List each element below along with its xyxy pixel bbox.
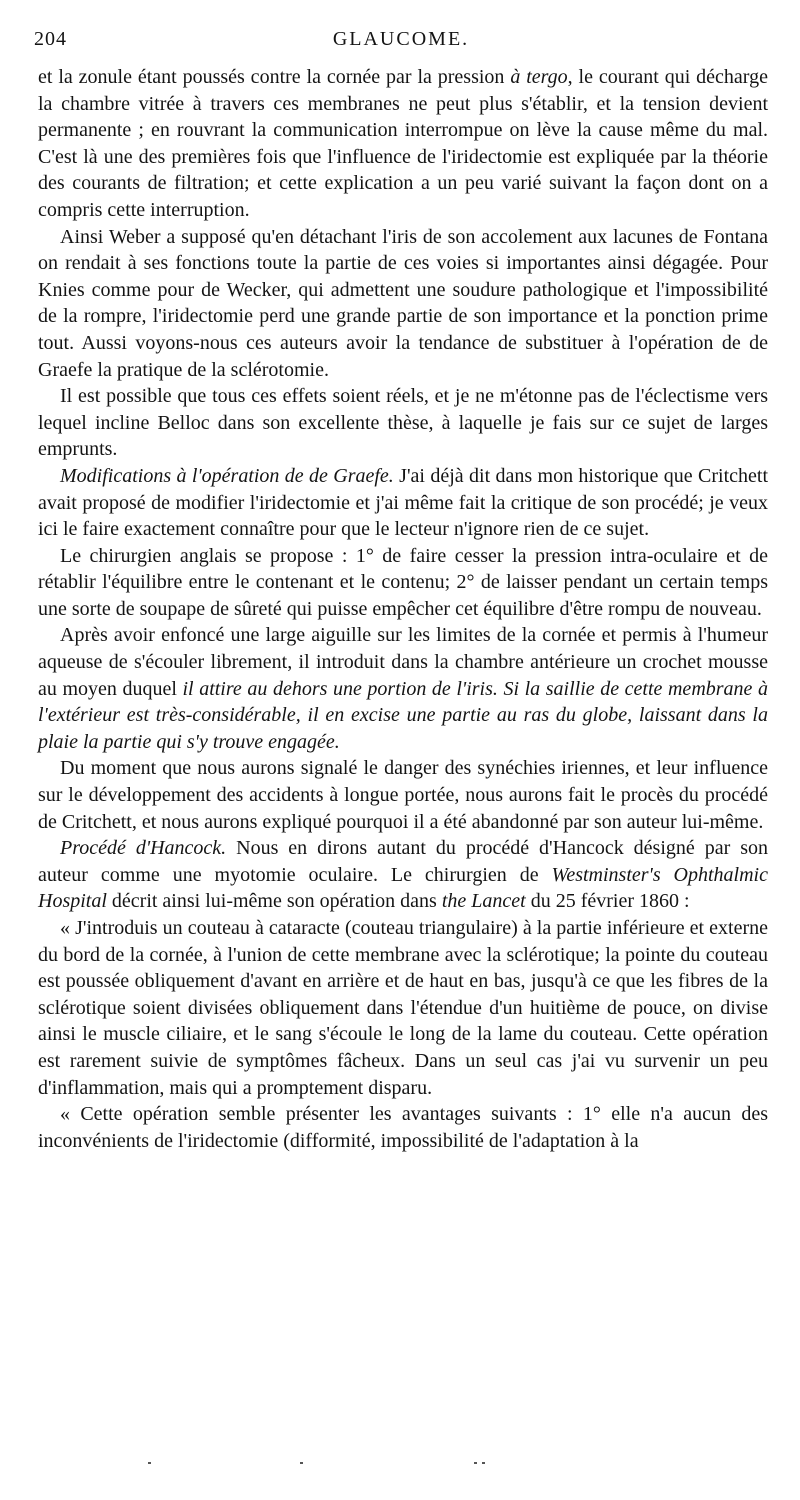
italic-text: the Lancet [441, 890, 526, 913]
page-header [34, 28, 768, 58]
italic-text: à tergo [510, 66, 568, 88]
text-run: décrit ainsi lui-même son opération dans [106, 890, 442, 913]
text-run: Nous en dirons autant du procédé d'Hancock désigné par son auteur comme une myotomie oculaire. Le chirurgien de [38, 837, 768, 886]
text-run: Le chirurgien anglais se propose : 1° de faire cesser la pression intra-oculaire et de rétablir l'équilibre entre le contenant et le contenu; 2° de laisser pendant un certain temps une sorte de soupape de sûreté qui puisse empêcher cet équilibre d'être rompu de nouveau. [38, 544, 768, 620]
text-run: Après avoir enfoncé une large aiguille sur les limites de la cornée et permis à l'humeur aqueuse de s'écouler librement, il introduit dans la chambre antérieure un crochet mousse au moyen duquel [38, 624, 768, 700]
text-run: Il est possible que tous ces effets soient réels, et je ne m'étonne pas de l'éclectisme vers lequel incline Belloc dans son excellente thèse, à laquelle je fais sur ce sujet de larges emprunts. [38, 385, 768, 461]
text-run: J'ai déjà dit dans mon historique que Critchett avait proposé de modifier l'iridectomie et j'ai même fait la critique de son procédé; je veux ici le faire exactement connaître pour que le lecteur n'ignore rien de ce sujet. [38, 464, 768, 541]
italic-text: Westminster's Ophthalmic Hospital [38, 863, 768, 913]
paragraph [38, 622, 768, 755]
text-run: Du moment que nous aurons signalé le danger des synéchies iriennes, et leur influence sur le développement des accidents à longue portée, nous aurons fait le procès du procédé de Critchett, et nous aurons expliqué pourquoi il a été abandonné par son auteur lui-même. [38, 757, 768, 833]
text-run: « Cette opération semble présenter les avantages suivants : 1° elle n'a aucun des inconvénients de l'iridectomie (difformité, impossibilité de l'adaptation à la [38, 1103, 768, 1152]
body-text [38, 64, 768, 1154]
paragraph [38, 383, 768, 463]
italic-text: Modifications à l'opération de de Graefe. [60, 464, 394, 487]
text-run: « J'introduis un couteau à cataracte (couteau triangulaire) à la partie inférieure et externe du bord de la cornée, à l'union de cette membrane avec la sclérotique; la pointe du couteau est poussée obliquement d'avant en arrière et de haut en bas, jusqu'à ce que les fibres de la sclérotique soient divisées obliquement dans l'étendue d'un huitième de pouce, on divise ainsi le muscle ciliaire, et le sang s'écoule le long de la lame du couteau. Cette opération est rarement suivie de symptômes fâcheux. Dans un seul cas j'ai vu survenir un peu d'inflammation, mais qui a promptement disparu. [38, 917, 768, 1099]
paragraph [38, 755, 768, 835]
paragraph [38, 915, 768, 1101]
paragraph [38, 224, 768, 384]
speck [300, 1462, 303, 1464]
running-title: GLAUCOME. [332, 28, 470, 50]
text-run: , le courant qui décharge la chambre vitrée à travers ces membranes ne peut plus s'établir, et la tension devient permanente ; en rouvrant la communication interrompue on lève la cause même du mal. C'est là une des premières fois que l'influence de l'iridectomie est expliquée par la théorie des courants de filtration; et cette explication a un peu varié suivant la façon dont on a compris cette interruption. [38, 66, 768, 221]
paragraph [38, 463, 768, 543]
italic-text: Procédé d'Hancock. [60, 837, 227, 860]
speck [482, 1462, 485, 1464]
text-run: du 25 février 1860 : [525, 890, 690, 913]
speck [148, 1462, 151, 1464]
paragraph [38, 64, 768, 224]
paragraph [38, 835, 768, 915]
italic-text: il attire au dehors une portion de l'iris. Si la saillie de cette membrane à l'extérieur est très-considérable, il en excise une partie au ras du globe, laissant dans la plaie la partie qui s'y trouve engagée. [38, 677, 768, 753]
speck [474, 1462, 477, 1464]
page-number: 204 [34, 28, 67, 50]
text-run: et la zonule étant poussés contre la cornée par la pression [38, 66, 511, 88]
print-specks [0, 1462, 800, 1472]
text-run: Ainsi Weber a supposé qu'en détachant l'iris de son accolement aux lacunes de Fontana on rendait à ses fonctions toute la partie de ces voies si importantes ainsi dégagée. Pour Knies comme pour de Wecker, qui admettent une soudure pathologique et l'impossibilité de la rompre, l'iridectomie perd une grande partie de son importance et la ponction prime tout. Aussi voyons-nous ces auteurs avoir la tendance de substituer à l'opération de de Graefe la pratique de la sclérotomie. [38, 225, 768, 381]
paragraph [38, 543, 768, 623]
paragraph [38, 1101, 768, 1154]
